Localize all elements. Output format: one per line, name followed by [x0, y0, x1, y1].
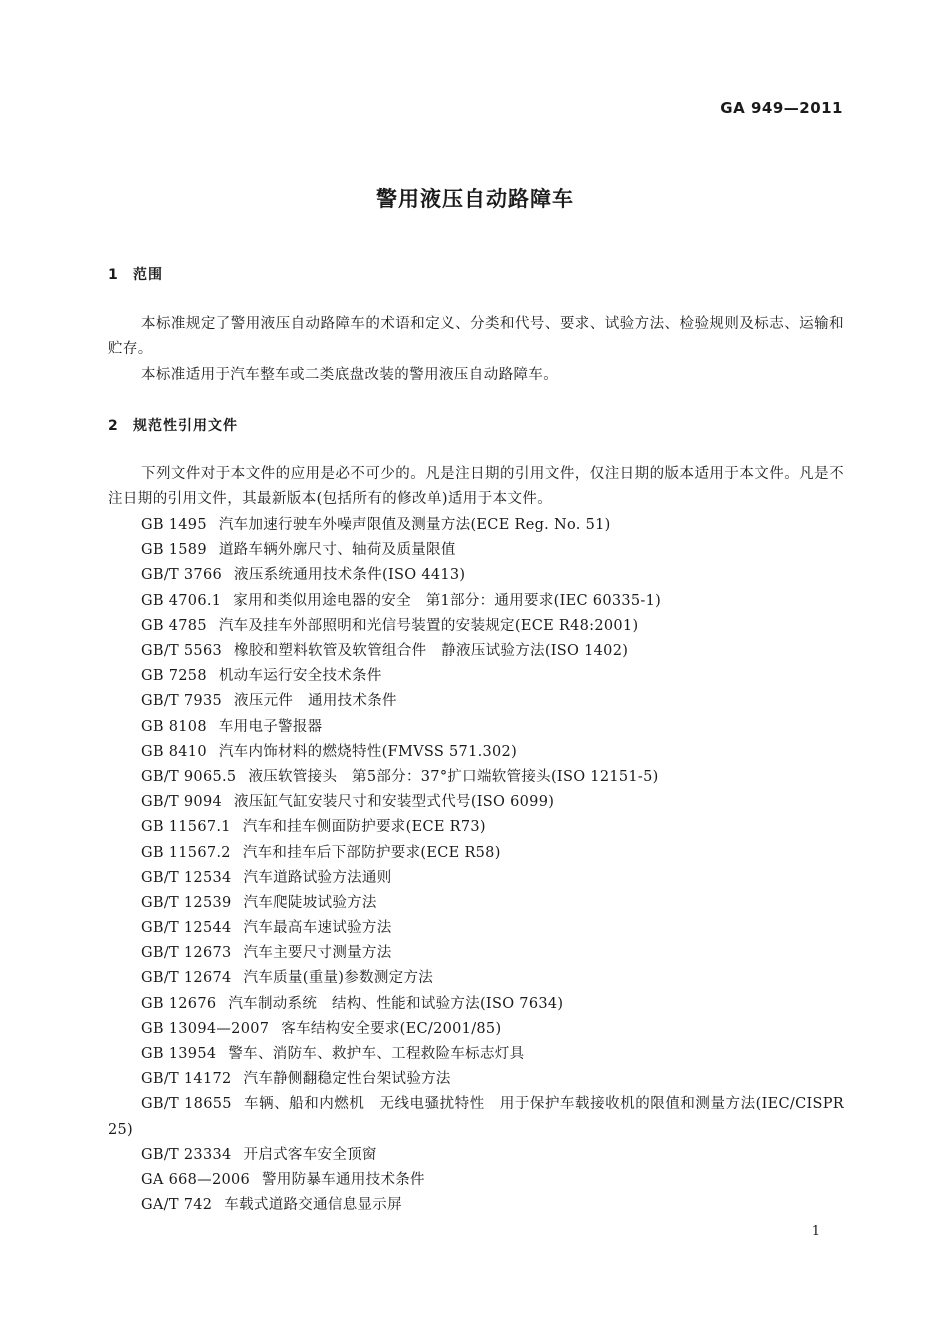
- reference-title: 汽车静侧翻稳定性台架试验方法: [243, 1071, 451, 1088]
- section-1-paragraph-2: 本标准适用于汽车整车或二类底盘改装的警用液压自动路障车。: [141, 367, 559, 383]
- reference-title: 液压软管接头 第5部分：37°扩口端软管接头(ISO 12151-5): [248, 768, 659, 785]
- reference-code: GB 12676: [141, 995, 217, 1012]
- reference-item: [108, 639, 844, 664]
- reference-item: [108, 740, 844, 765]
- reference-list: [108, 513, 844, 1218]
- reference-item: [108, 815, 844, 840]
- reference-title: 车辆、船和内燃机 无线电骚扰特性 用于保护车载接收机的限值和测量方法(IEC/CISPR 25): [108, 1096, 844, 1138]
- section-2-title: 规范性引用文件: [133, 418, 238, 434]
- reference-code: GB 4785: [141, 617, 207, 634]
- reference-code: GB/T 12534: [141, 869, 232, 886]
- reference-code: GB/T 14172: [141, 1071, 232, 1088]
- reference-item: [108, 992, 844, 1017]
- reference-code: GB 4706.1: [141, 592, 222, 609]
- document-title: 警用液压自动路障车: [376, 187, 574, 211]
- reference-code: GB/T 5563: [141, 642, 223, 659]
- reference-item: [108, 841, 844, 866]
- reference-title: 汽车爬陡坡试验方法: [243, 894, 377, 911]
- reference-item: [108, 866, 844, 891]
- reference-code: GB 11567.1: [141, 819, 231, 836]
- reference-code: GB 1495: [141, 517, 207, 533]
- reference-item: [108, 614, 844, 639]
- reference-title: 汽车最高车速试验方法: [243, 920, 392, 937]
- section-2-intro: 下列文件对于本文件的应用是必不可少的。凡是注日期的引用文件，仅注日期的版本适用于本文件。凡是不注日期的引用文件，其最新版本(包括所有的修改单)适用于本文件。: [108, 466, 844, 507]
- reference-item: [108, 589, 844, 614]
- reference-title: 液压系统通用技术条件(ISO 4413): [234, 567, 466, 584]
- reference-title: 道路车辆外廓尺寸、轴荷及质量限值: [218, 542, 456, 559]
- reference-title: 液压缸气缸安装尺寸和安装型式代号(ISO 6099): [234, 794, 555, 811]
- section-1-number: 1: [108, 267, 119, 283]
- reference-item: [108, 1143, 844, 1168]
- reference-code: GB/T 7935: [141, 693, 223, 710]
- reference-item: [108, 563, 844, 588]
- reference-item: [108, 1193, 844, 1218]
- reference-title: 开启式客车安全顶窗: [243, 1146, 377, 1163]
- reference-item: [108, 1168, 844, 1193]
- reference-code: GB 11567.2: [141, 844, 231, 861]
- reference-title: 汽车加速行驶车外噪声限值及测量方法(ECE Reg. No. 51): [218, 517, 611, 533]
- page-number: 1: [811, 1224, 820, 1239]
- reference-code: GA/T 742: [141, 1197, 213, 1214]
- reference-code: GB/T 12674: [141, 970, 232, 987]
- standard-number: GA 949—2011: [720, 99, 843, 117]
- reference-title: 警车、消防车、救护车、工程救险车标志灯具: [228, 1046, 525, 1063]
- reference-title: 汽车及挂车外部照明和光信号装置的安装规定(ECE R48:2001): [218, 617, 639, 634]
- reference-code: GB 7258: [141, 668, 207, 685]
- reference-code: GB/T 12544: [141, 920, 232, 937]
- reference-code: GB 8410: [141, 743, 207, 760]
- reference-title: 液压元件 通用技术条件: [234, 693, 397, 710]
- reference-title: 机动车运行安全技术条件: [218, 668, 382, 685]
- reference-code: GA 668—2006: [141, 1171, 251, 1188]
- section-2-number: 2: [108, 418, 119, 434]
- section-1-heading: [108, 264, 163, 284]
- reference-code: GB/T 18655: [141, 1096, 232, 1113]
- reference-item: [108, 1092, 844, 1142]
- reference-item: [108, 941, 844, 966]
- reference-item: [108, 1067, 844, 1092]
- reference-code: GB/T 12673: [141, 945, 232, 962]
- reference-code: GB/T 23334: [141, 1146, 232, 1163]
- reference-title: 家用和类似用途电器的安全 第1部分：通用要求(IEC 60335-1): [233, 592, 662, 609]
- reference-title: 汽车内饰材料的燃烧特性(FMVSS 571.302): [218, 743, 518, 760]
- reference-title: 汽车主要尺寸测量方法: [243, 945, 392, 962]
- reference-item: [108, 966, 844, 991]
- reference-code: GB/T 9094: [141, 794, 223, 811]
- reference-code: GB 8108: [141, 718, 207, 735]
- reference-title: 车载式道路交通信息显示屏: [224, 1197, 402, 1214]
- reference-code: GB/T 12539: [141, 894, 232, 911]
- reference-item: [108, 1042, 844, 1067]
- reference-code: GB/T 3766: [141, 567, 223, 584]
- reference-item: [108, 916, 844, 941]
- reference-code: GB 13954: [141, 1046, 217, 1063]
- reference-title: 汽车和挂车侧面防护要求(ECE R73): [242, 819, 486, 836]
- section-1-paragraph-1: 本标准规定了警用液压自动路障车的术语和定义、分类和代号、要求、试验方法、检验规则及标志、运输和贮存。: [108, 316, 844, 357]
- reference-item: [108, 689, 844, 714]
- reference-title: 客车结构安全要求(EC/2001/85): [281, 1020, 502, 1037]
- reference-title: 汽车制动系统 结构、性能和试验方法(ISO 7634): [228, 995, 564, 1012]
- reference-title: 汽车质量(重量)参数测定方法: [243, 970, 434, 987]
- reference-item: [108, 765, 844, 790]
- reference-code: GB 13094—2007: [141, 1020, 270, 1037]
- section-1-title: 范围: [133, 267, 163, 283]
- reference-item: [108, 513, 844, 538]
- reference-code: GB 1589: [141, 542, 207, 559]
- reference-item: [108, 538, 844, 563]
- section-2-heading: [108, 415, 238, 435]
- reference-title: 警用防暴车通用技术条件: [262, 1171, 425, 1188]
- reference-item: [108, 715, 844, 740]
- reference-title: 汽车道路试验方法通则: [243, 869, 392, 886]
- reference-item: [108, 664, 844, 689]
- reference-title: 车用电子警报器: [218, 718, 323, 735]
- reference-item: [108, 790, 844, 815]
- reference-code: GB/T 9065.5: [141, 768, 237, 785]
- reference-title: 汽车和挂车后下部防护要求(ECE R58): [242, 844, 501, 861]
- reference-item: [108, 1017, 844, 1042]
- reference-item: [108, 891, 844, 916]
- reference-title: 橡胶和塑料软管及软管组合件 静液压试验方法(ISO 1402): [234, 642, 629, 659]
